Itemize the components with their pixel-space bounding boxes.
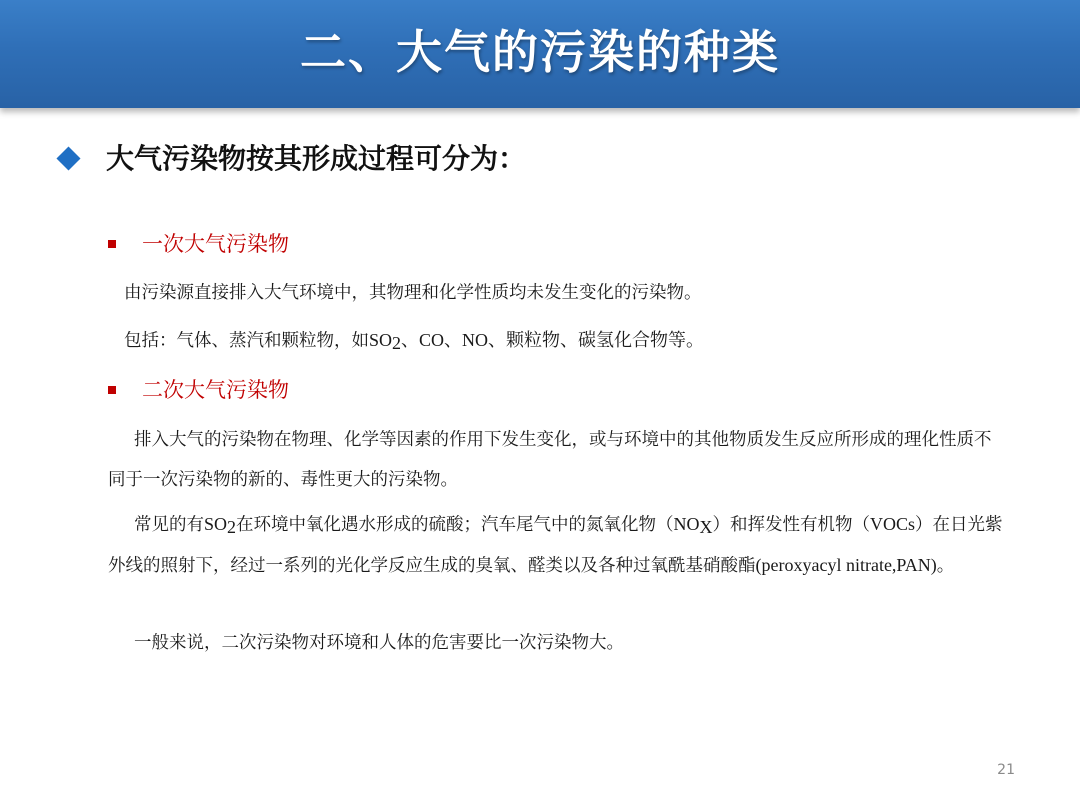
example-so: SO [204,514,228,534]
secondary-examples [108,504,1003,586]
diamond-icon [56,146,80,170]
secondary-pollutant-label: 二次大气污染物 [142,378,289,402]
main-heading: 大气污染物按其形成过程可分为： [106,142,527,175]
page-number: 21 [997,762,1015,778]
secondary-pollutant-bullet [108,374,708,406]
example-part-5: 。 [936,556,955,576]
primary-definition: 由污染源直接排入大气环境中，其物理和化学性质均未发生变化的污染物。 [124,283,702,303]
example-part-1: 常见的有 [134,515,204,535]
includes-rest: 、CO、NO、颗粒物、碳氢化合物等。 [401,330,705,350]
main-heading-row [56,136,1036,186]
example-part-4: ）在日光紫外线的照射下，经过一系列的光化学反应生成的臭氧、醛类以及各种过氧酰基硝酸酯 [108,515,1003,576]
secondary-conclusion: 一般来说，二次污染物对环境和人体的危害要比一次污染物大。 [134,633,624,653]
includes-so: SO [369,330,393,350]
example-nox-subscript: X [699,517,713,537]
primary-pollutant-bullet [108,228,708,260]
example-nox: NO [673,514,700,534]
title-bar [0,0,1080,108]
example-part-2: 在环境中氧化遇水形成的硫酸；汽车尾气中的氮氧化物（ [236,515,674,535]
includes-prefix: 包括：气体、蒸汽和颗粒物，如 [124,331,369,351]
example-part-3: ）和挥发性有机物（ [712,515,871,535]
slide-title: 二、大气的污染的种类 [300,25,780,79]
secondary-definition: 排入大气的污染物在物理、化学等因素的作用下发生变化，或与环境中的其他物质发生反应所形成的理化性质不同于一次污染物的新的、毒性更大的污染物。 [108,430,992,490]
primary-includes [124,325,1019,356]
primary-pollutant-label: 一次大气污染物 [142,232,289,256]
example-so-subscript: 2 [227,517,237,537]
example-vocs: VOCs [870,514,916,534]
square-icon [108,240,116,248]
example-pan: (peroxyacyl nitrate,PAN) [755,555,937,575]
includes-so-subscript: 2 [392,333,402,353]
square-icon [108,386,116,394]
